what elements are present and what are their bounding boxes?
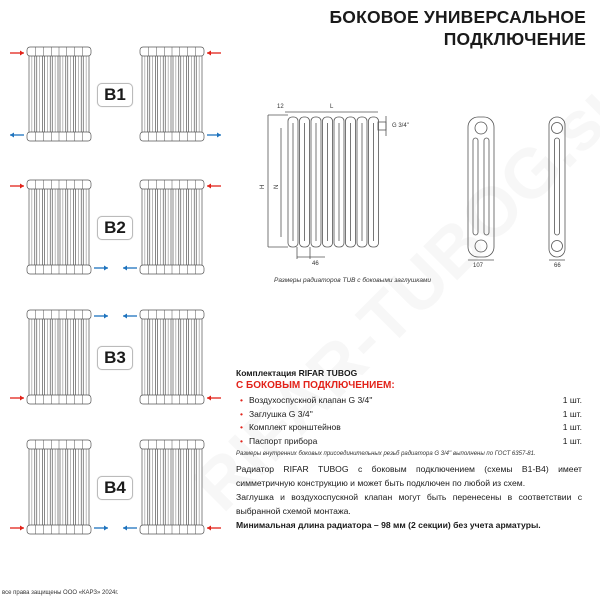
- kit-item-name: Воздухоспускной клапан G 3/4'': [248, 395, 373, 405]
- scheme-label: B2: [97, 216, 133, 240]
- return-arrow-icon: [123, 314, 137, 319]
- kit-item: [236, 408, 582, 422]
- description-p2: Заглушка и воздухоспускной клапан могут быть перенесены в соответствии с выбранной схемой монтажа.: [236, 492, 582, 516]
- bullet-icon: •: [240, 422, 243, 432]
- dim-66: 66: [554, 263, 561, 269]
- kit-item-label: [240, 421, 341, 435]
- bullet-icon: •: [240, 395, 243, 405]
- description-p3: Минимальная длина радиатора – 98 мм (2 секции) без учета арматуры.: [236, 520, 541, 530]
- kit-item-label: [240, 394, 373, 408]
- dim-N: N: [274, 184, 280, 189]
- supply-arrow-icon: [207, 51, 221, 56]
- kit-item-qty: 1 шт.: [562, 395, 582, 405]
- radiator-icon: [27, 310, 91, 404]
- dim-107: 107: [473, 263, 484, 269]
- title-line-1: БОКОВОЕ УНИВЕРСАЛЬНОЕ: [329, 7, 586, 27]
- dim-thread: G 3/4'': [392, 123, 409, 129]
- description-p1: Радиатор RIFAR TUBOG с боковым подключением (схемы B1-B4) имеет симметричную конструкцию и может быть подключен по любой из схем.: [236, 464, 582, 488]
- return-arrow-icon: [10, 133, 24, 138]
- radiator-icon: [27, 440, 91, 534]
- return-arrow-icon: [123, 266, 137, 271]
- dim-H: H: [260, 184, 266, 189]
- radiator-icon: [140, 440, 204, 534]
- kit-item-label: [240, 408, 313, 422]
- radiator-icon: [27, 180, 91, 274]
- return-arrow-icon: [123, 526, 137, 531]
- dim-46: 46: [312, 261, 319, 267]
- supply-arrow-icon: [207, 184, 221, 189]
- return-arrow-icon: [94, 526, 108, 531]
- supply-arrow-icon: [10, 184, 24, 189]
- radiator-icon: [27, 47, 91, 141]
- kit-item-label: [240, 435, 317, 449]
- dim-12: 12: [277, 104, 284, 110]
- radiator-icon: [140, 310, 204, 404]
- kit-item-name: Паспорт прибора: [248, 435, 318, 446]
- kit-subtitle: С БОКОВЫМ ПОДКЛЮЧЕНИЕМ:: [236, 380, 395, 391]
- supply-arrow-icon: [10, 51, 24, 56]
- kit-item-qty: 1 шт.: [562, 408, 582, 419]
- kit-item-name: Комплект кронштейнов: [248, 422, 341, 432]
- supply-arrow-icon: [207, 526, 221, 531]
- return-arrow-icon: [94, 266, 108, 271]
- description: [236, 462, 582, 532]
- supply-arrow-icon: [10, 396, 24, 401]
- title-line-2: ПОДКЛЮЧЕНИЕ: [443, 29, 586, 49]
- copyright: все права защищены ООО «КАРЗ» 2024г.: [2, 590, 119, 596]
- kit-item: [236, 421, 582, 435]
- bullet-icon: •: [240, 435, 243, 446]
- kit-item-qty: 1 шт.: [562, 422, 582, 432]
- radiator-icon: [140, 180, 204, 274]
- supply-arrow-icon: [207, 396, 221, 401]
- scheme-label: B1: [97, 83, 133, 107]
- kit-item: [236, 435, 582, 449]
- kit-section: [236, 368, 582, 457]
- scheme-label: B3: [97, 346, 133, 370]
- bullet-icon: •: [240, 408, 243, 419]
- dim-L: L: [330, 104, 334, 110]
- drawing-caption: Размеры радиаторов TUB с боковыми заглушками: [274, 277, 432, 284]
- kit-item: [236, 394, 582, 408]
- scheme-label: B4: [97, 476, 133, 500]
- return-arrow-icon: [207, 133, 221, 138]
- kit-item-qty: 1 шт.: [562, 435, 582, 446]
- kit-title: Комплектация RIFAR TUBOG: [236, 368, 358, 378]
- return-arrow-icon: [94, 314, 108, 319]
- radiator-icon: [140, 47, 204, 141]
- dimension-drawing: [250, 95, 600, 275]
- page-title: [329, 6, 586, 50]
- kit-item-name: Заглушка G 3/4'': [248, 408, 313, 419]
- kit-note: Размеры внутренних боковых присоединительных резьб радиатора G 3/4'' выполнены по ГОСТ 6357-81.: [236, 451, 536, 457]
- supply-arrow-icon: [10, 526, 24, 531]
